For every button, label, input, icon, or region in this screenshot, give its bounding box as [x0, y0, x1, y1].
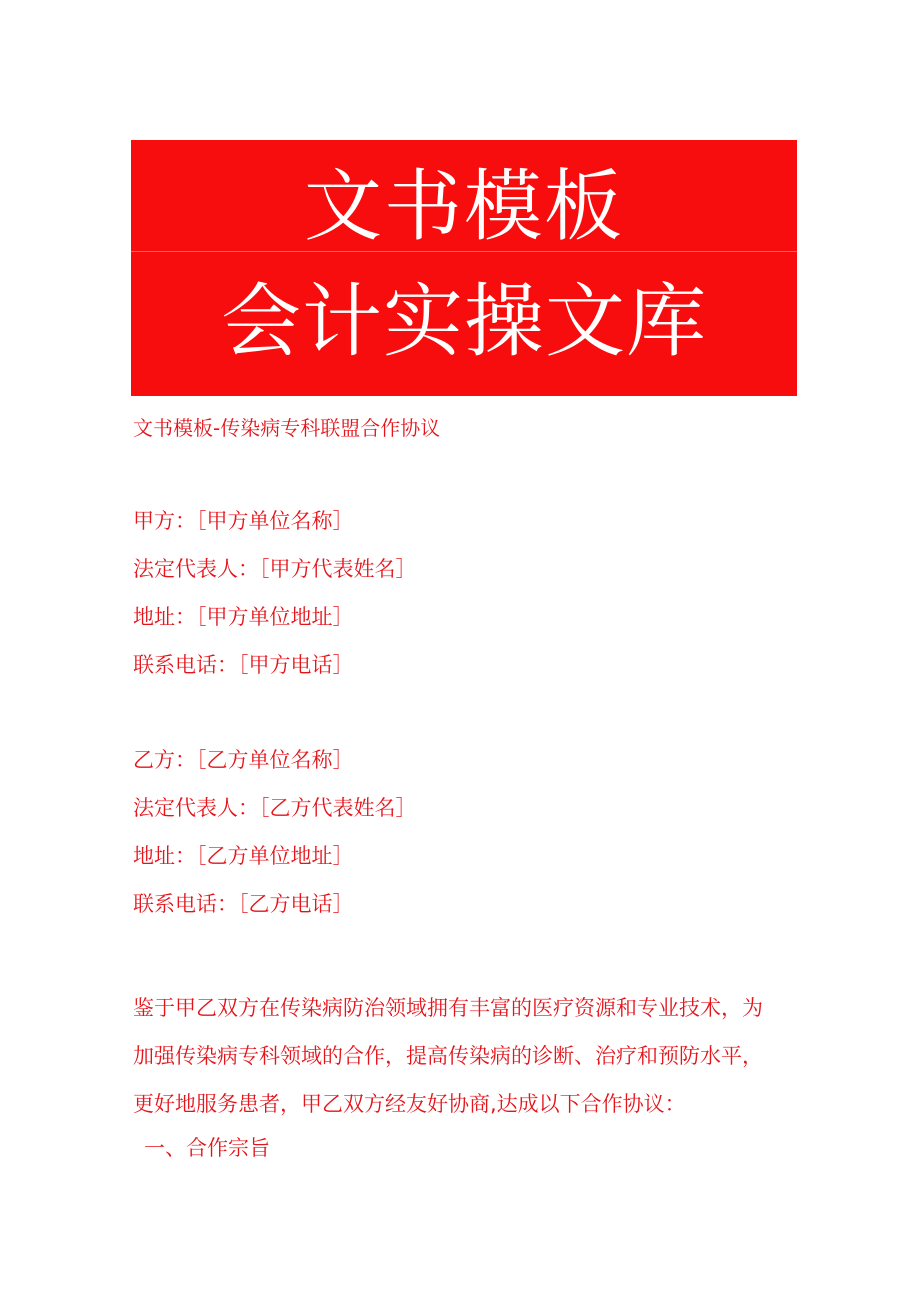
party-b-representative: 法定代表人：［乙方代表姓名］	[133, 796, 417, 820]
party-a-phone: 联系电话：［甲方电话］	[133, 653, 354, 677]
party-b-phone: 联系电话：［乙方电话］	[133, 892, 354, 916]
banner-subtitle: 会计实操文库	[221, 275, 707, 368]
banner-title: 文书模板	[303, 162, 624, 252]
preamble-paragraph	[133, 984, 793, 1128]
document-title: 文书模板-传染病专科联盟合作协议	[133, 416, 441, 440]
party-a-address: 地址：［甲方单位地址］	[133, 605, 354, 629]
section-heading: 一、合作宗旨	[144, 1136, 270, 1160]
party-a-name: 甲方：［甲方单位名称］	[133, 509, 354, 533]
header-banner	[131, 140, 797, 396]
banner-divider	[131, 251, 797, 252]
preamble-line: 加强传染病专科领域的合作，提高传染病的诊断、治疗和预防水平，	[133, 1044, 763, 1068]
party-b-address: 地址：［乙方单位地址］	[133, 844, 354, 868]
party-b-name: 乙方：［乙方单位名称］	[133, 748, 354, 772]
preamble-line: 鉴于甲乙双方在传染病防治领域拥有丰富的医疗资源和专业技术，为	[133, 996, 763, 1020]
party-a-representative: 法定代表人：［甲方代表姓名］	[133, 557, 417, 581]
preamble-line: 更好地服务患者，甲乙双方经友好协商,达成以下合作协议：	[133, 1092, 686, 1116]
